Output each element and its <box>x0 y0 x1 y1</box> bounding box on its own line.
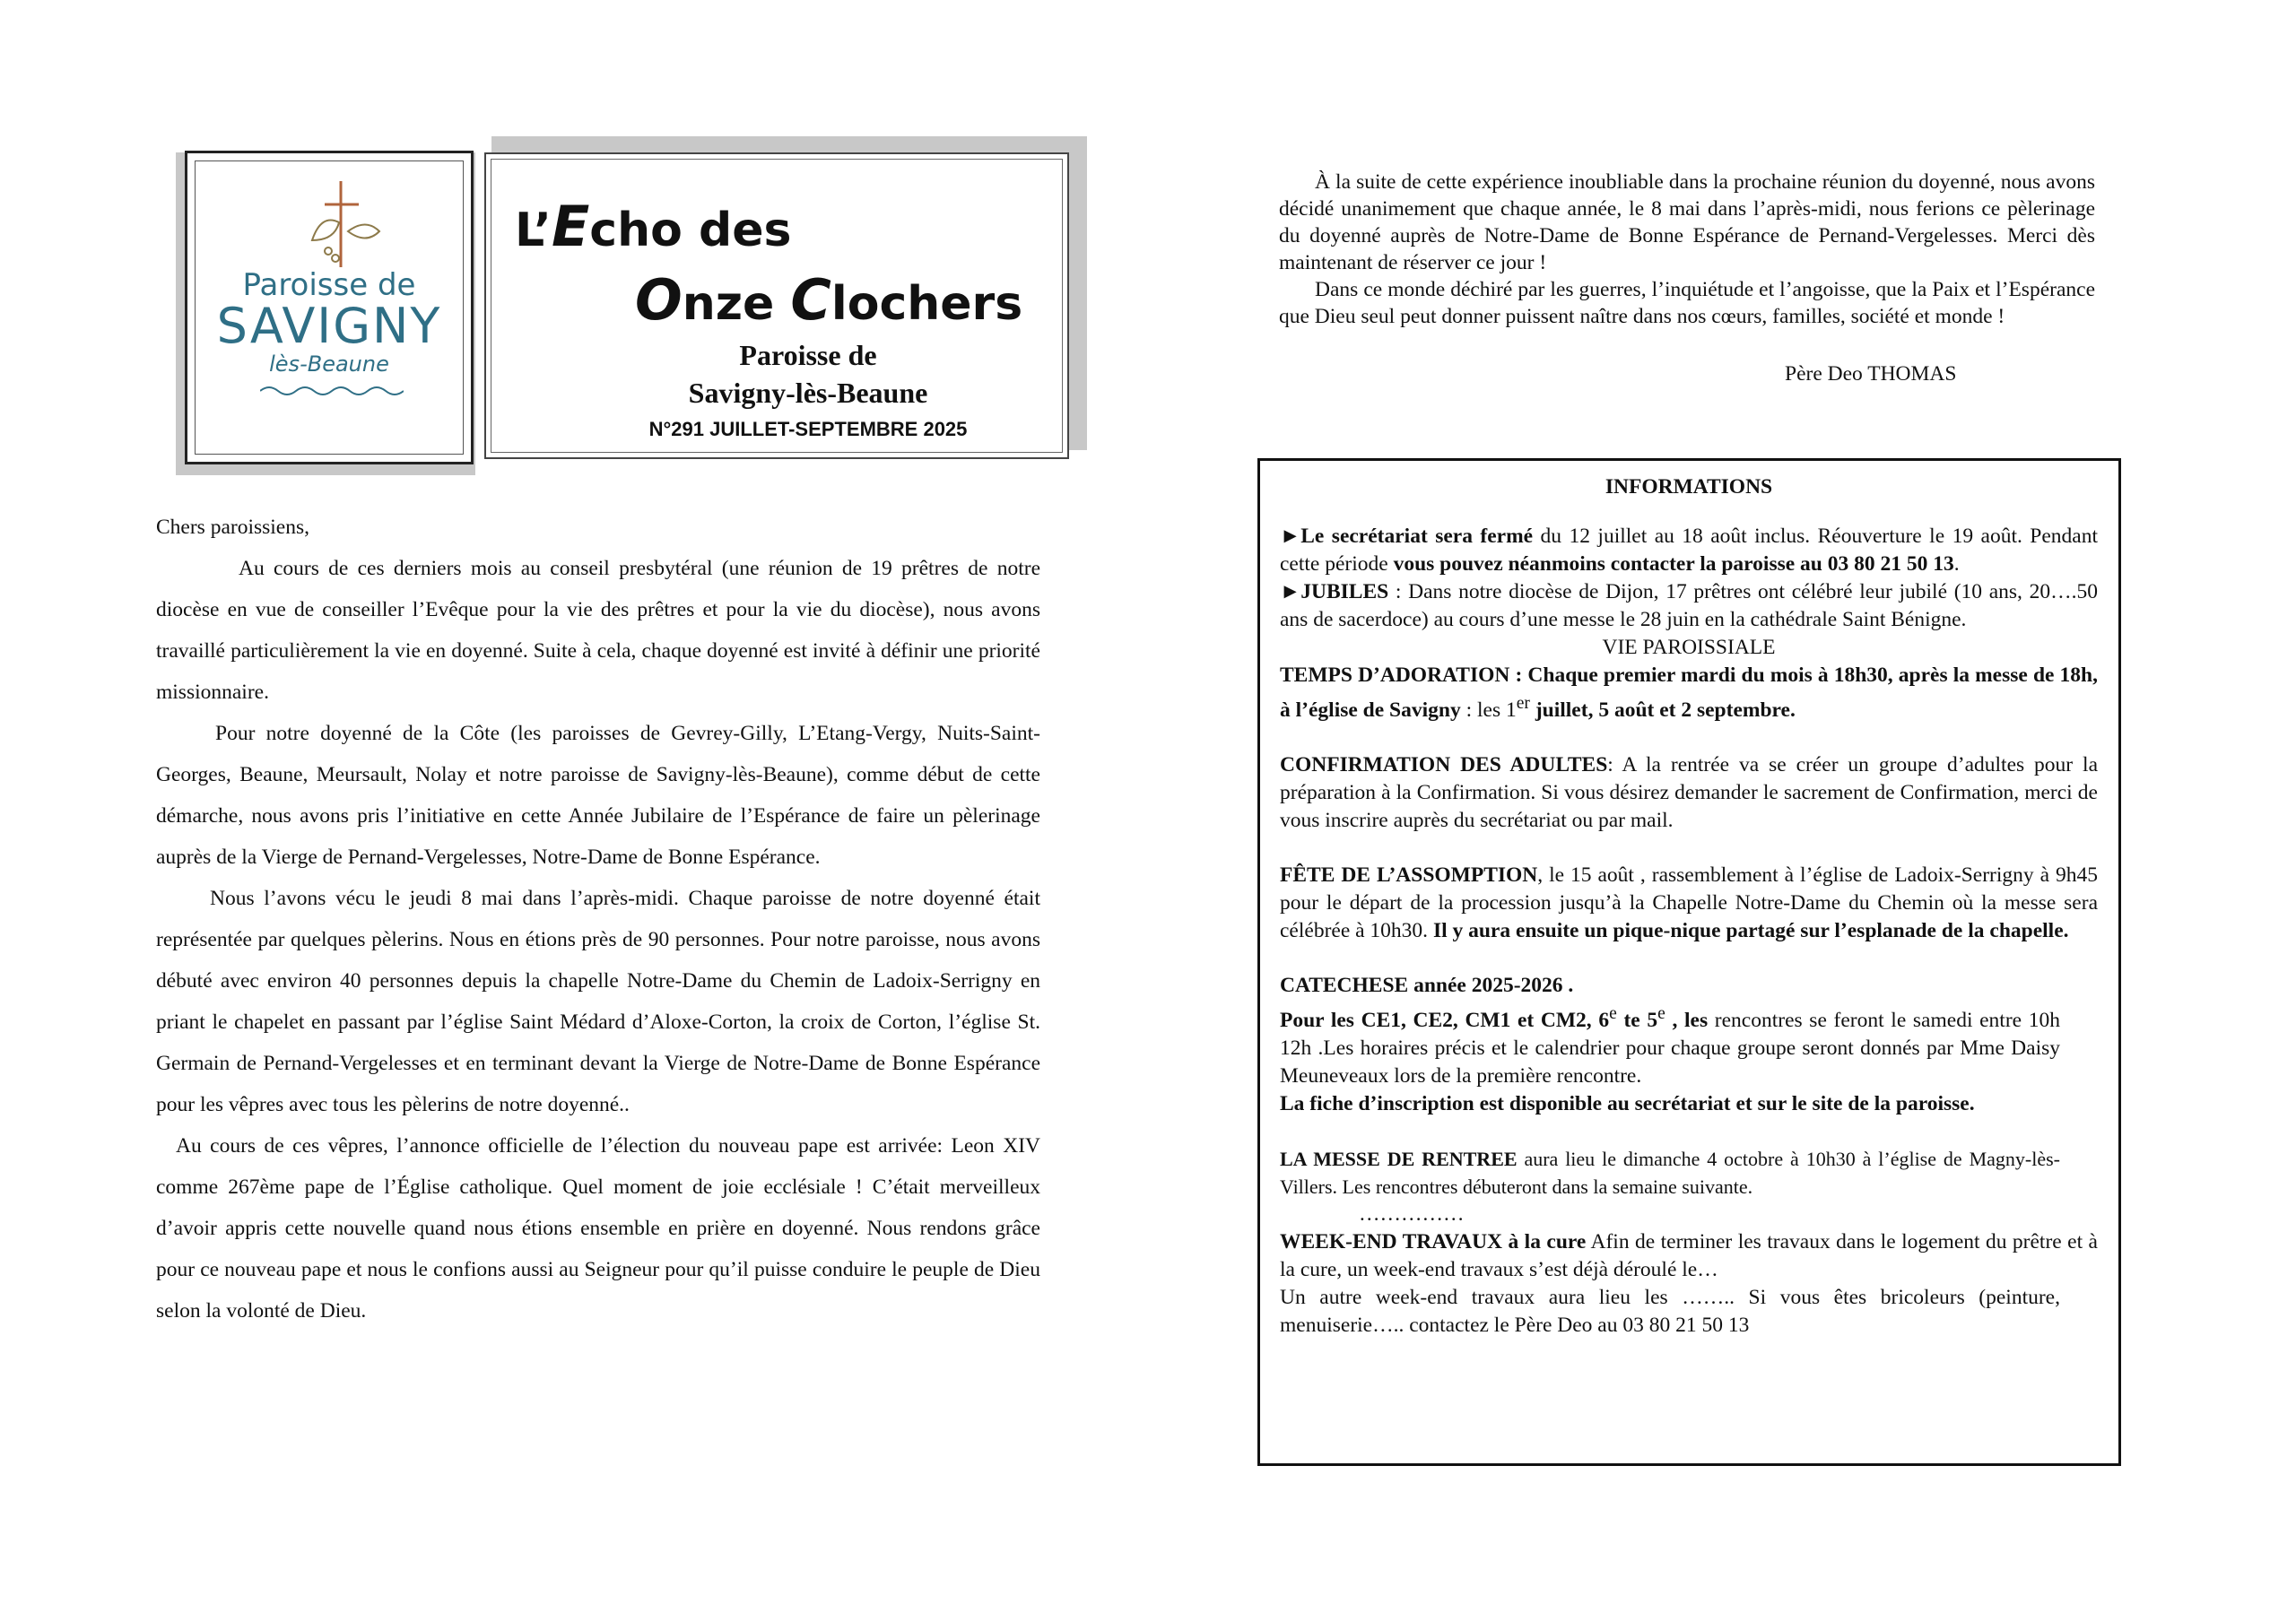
logo-frame <box>195 160 464 455</box>
assomption-picnic: Il y aura ensuite un pique-nique partagé sur l’esplanade de la chapelle. <box>1432 918 2069 942</box>
confirmation-label: CONFIRMATION DES ADULTES <box>1280 752 1608 776</box>
confirmation-text: : A la rentrée va se créer un groupe d’adultes pour la préparation à la Confirmation. Si vous désirez demander le sacrement de Confirmation, merci de vous inscrire auprès du secrétariat ou par mail. <box>1280 752 2099 832</box>
logo-line-2: SAVIGNY <box>216 298 442 354</box>
jubiles-label: ►JUBILES <box>1280 580 1389 603</box>
assomption-label: FÊTE DE L’ASSOMPTION <box>1280 863 1538 887</box>
info-adoration <box>1280 662 2098 724</box>
messe-label: LA MESSE DE RENTREE <box>1280 1147 1518 1170</box>
info-catechese-fiche <box>1280 1090 2060 1118</box>
masthead-title-line-2 <box>635 267 1022 333</box>
adoration-sup: er <box>1516 694 1530 713</box>
masthead-parish: Paroisse de <box>739 339 877 371</box>
info-title: INFORMATIONS <box>1605 475 1773 499</box>
information-content <box>1280 473 2098 1340</box>
information-box <box>1257 458 2121 1466</box>
catechese-sup-1: e <box>1609 1003 1617 1023</box>
catechese-sup-2: e <box>1657 1003 1665 1023</box>
title-echo-rest: cho des <box>589 204 792 257</box>
letter-salutation: Chers paroissiens, <box>156 516 310 539</box>
catechese-fiche: La fiche d’inscription est disponible au secrétariat et sur le site de la paroisse. <box>1280 1091 1975 1115</box>
letter-paragraph-6: Dans ce monde déchiré par les guerres, l’inquiétude et l’angoisse, que la Paix et l’Espérance que Dieu seul peut donner puissent naître dans nos cœurs, familles, société et monde ! <box>1279 278 2095 328</box>
info-jubiles <box>1280 578 2098 634</box>
title-cap-o: O <box>635 267 683 333</box>
waves-icon <box>260 382 404 400</box>
masthead-title-line-1 <box>515 194 791 259</box>
assomption-text: , le 15 août , rassemblement à l’église de Ladoix-Serrigny à 9h45 pour le départ de la procession jusqu’à la Chapelle Notre-Dame du Chemin où la messe sera célébrée à 10h30. <box>1280 863 2098 942</box>
secretariat-label: ►Le secrétariat sera fermé <box>1280 525 1534 548</box>
info-catechese-title <box>1280 972 2098 1000</box>
masthead-town: Savigny-lès-Beaune <box>688 377 928 409</box>
weekend-text: Afin de terminer les travaux dans le logement du prêtre et à la cure, un week-end travaux s’est déjà déroulé le… <box>1280 1229 2098 1281</box>
secretariat-text: du 12 juillet au 18 août inclus. Réouverture le 19 août. Pendant cette période <box>1280 525 2098 576</box>
letter-body <box>156 507 1040 1331</box>
title-onze-rest: nze <box>682 277 791 331</box>
secretariat-end: . <box>1953 552 1960 576</box>
parish-logo <box>185 151 474 464</box>
letter-paragraph-4: Au cours de ces vêpres, l’annonce officielle de l’élection du nouveau pape est arrivée: Leon XIV comme 267ème pape de l’Église catholique. Quel moment de joie ecclésiale ! C’était merveilleux d’avoir appris cette nouvelle quand nous étions ensemble en prière en doyenné. Nous rendons grâce pour ce nouveau pape et nous le confions aussi au Seigneur pour qu’il puisse conduire le peuple de Dieu selon la volonté de Dieu. <box>156 1134 1040 1323</box>
adoration-text: : les 1 <box>1460 698 1517 722</box>
letter-paragraph-2: Pour notre doyenné de la Côte (les paroisses de Gevrey-Gilly, L’Etang-Vergy, Nuits-Saint-Georges, Beaune, Meursault, Nolay et notre paroisse de Savigny-lès-Beaune), comme début de cette démarche, nous avons pris l’initiative en cette Année Jubilaire de l’Espérance de faire un pèlerinage auprès de la Vierge de Pernand-Vergelesses, Notre-Dame de Bonne Espérance. <box>156 722 1040 869</box>
masthead <box>484 152 1069 459</box>
catechese-mid: te 5 <box>1616 1008 1658 1032</box>
secretariat-contact: vous pouvez néanmoins contacter la paroisse au 03 80 21 50 13 <box>1393 552 1954 576</box>
weekend-label: WEEK-END TRAVAUX à la cure <box>1280 1229 1587 1253</box>
info-secretariat <box>1280 523 2098 578</box>
catechese-text: rencontres se feront le samedi entre 10h 12h .Les horaires précis et le calendrier pour chaque groupe seront donnés par Mme Daisy Meuneveaux lors de la première rencontre. <box>1280 1008 2060 1088</box>
logo-line-3: lès-Beaune <box>269 351 389 377</box>
messe-text: aura lieu le dimanche 4 octobre à 10h30 à l’église de Magny-lès-Villers. Les rencontres débuteront dans la semaine suivante. <box>1280 1147 2060 1198</box>
logo-line-1: Paroisse de <box>242 267 416 303</box>
adoration-label: TEMPS D’ADORATION : Chaque premier mardi du mois à 18h30, après la messe de 18h, à l’église de Savigny <box>1280 664 2098 722</box>
catechese-bold-end: , les <box>1665 1008 1709 1032</box>
letter-continuation <box>1279 169 2095 330</box>
info-messe-rentree <box>1280 1145 2060 1201</box>
letter-paragraph-1: Au cours de ces derniers mois au conseil presbytéral (une réunion de 19 prêtres de notre diocèse en vue de conseiller l’Evêque pour la vie des prêtres et pour la vie du diocèse), nous avons travaillé particulièrement la vie en doyenné. Suite à cela, chaque doyenné est invité à définir une priorité missionnaire. <box>156 557 1040 704</box>
letter-paragraph-3: Nous l’avons vécu le jeudi 8 mai dans l’après-midi. Chaque paroisse de notre doyenné était représentée par quelques pèlerins. Nous en étions près de 90 personnes. Pour notre paroisse, nous avons débuté avec environ 40 personnes depuis la chapelle Notre-Dame du Chemin de Ladoix-Serrigny en priant le chapelet en passant par l’église Saint Médard d’Aloxe-Corton, la croix de Corton, l’église St. Germain de Pernand-Vergelesses et en terminant devant la Vierge de Notre-Dame de Bonne Espérance pour les vêpres avec tous les pèlerins de notre doyenné.. <box>156 887 1040 1116</box>
letter-signature: Père Deo THOMAS <box>1785 362 1957 386</box>
title-cap-e: E <box>551 194 590 259</box>
masthead-issue: N°291 JUILLET-SEPTEMBRE 2025 <box>648 418 968 440</box>
info-vie-paroissiale: VIE PAROISSIALE <box>1602 636 1776 659</box>
adoration-dates: juillet, 5 août et 2 septembre. <box>1529 698 1796 722</box>
info-weekend <box>1280 1228 2098 1284</box>
title-prefix: L’ <box>515 204 552 257</box>
masthead-frame <box>491 159 1063 453</box>
info-dots: …………… <box>1359 1201 1465 1226</box>
info-confirmation <box>1280 751 2098 835</box>
cross-vine-icon <box>285 178 393 276</box>
jubiles-text: : Dans notre diocèse de Dijon, 17 prêtres ont célébré leur jubilé (10 ans, 20….50 ans de sacerdoce) au cours d’une messe le 28 juin en la cathédrale Saint Bénigne. <box>1280 580 2098 631</box>
catechese-groups: Pour les CE1, CE2, CM1 et CM2, 6 <box>1280 1008 1610 1032</box>
title-clochers-rest: lochers <box>831 277 1023 331</box>
info-catechese <box>1280 1000 2060 1090</box>
title-cap-c: C <box>790 267 831 333</box>
info-weekend-2: Un autre week-end travaux aura lieu les …….. Si vous êtes bricoleurs (peinture, menuiserie….. contactez le Père Deo au 03 80 21 50 13 <box>1280 1285 2060 1337</box>
letter-paragraph-5: À la suite de cette expérience inoubliable dans la prochaine réunion du doyenné, nous avons décidé unanimement que chaque année, le 8 mai dans l’après-midi, nous ferions ce pèlerinage du doyenné auprès de Notre-Dame de Bonne Espérance de Pernand-Vergelesses. Merci dès maintenant de réserver ce jour ! <box>1279 170 2095 274</box>
catechese-title: CATECHESE année 2025-2026 . <box>1280 973 1574 997</box>
info-assomption <box>1280 862 2098 945</box>
